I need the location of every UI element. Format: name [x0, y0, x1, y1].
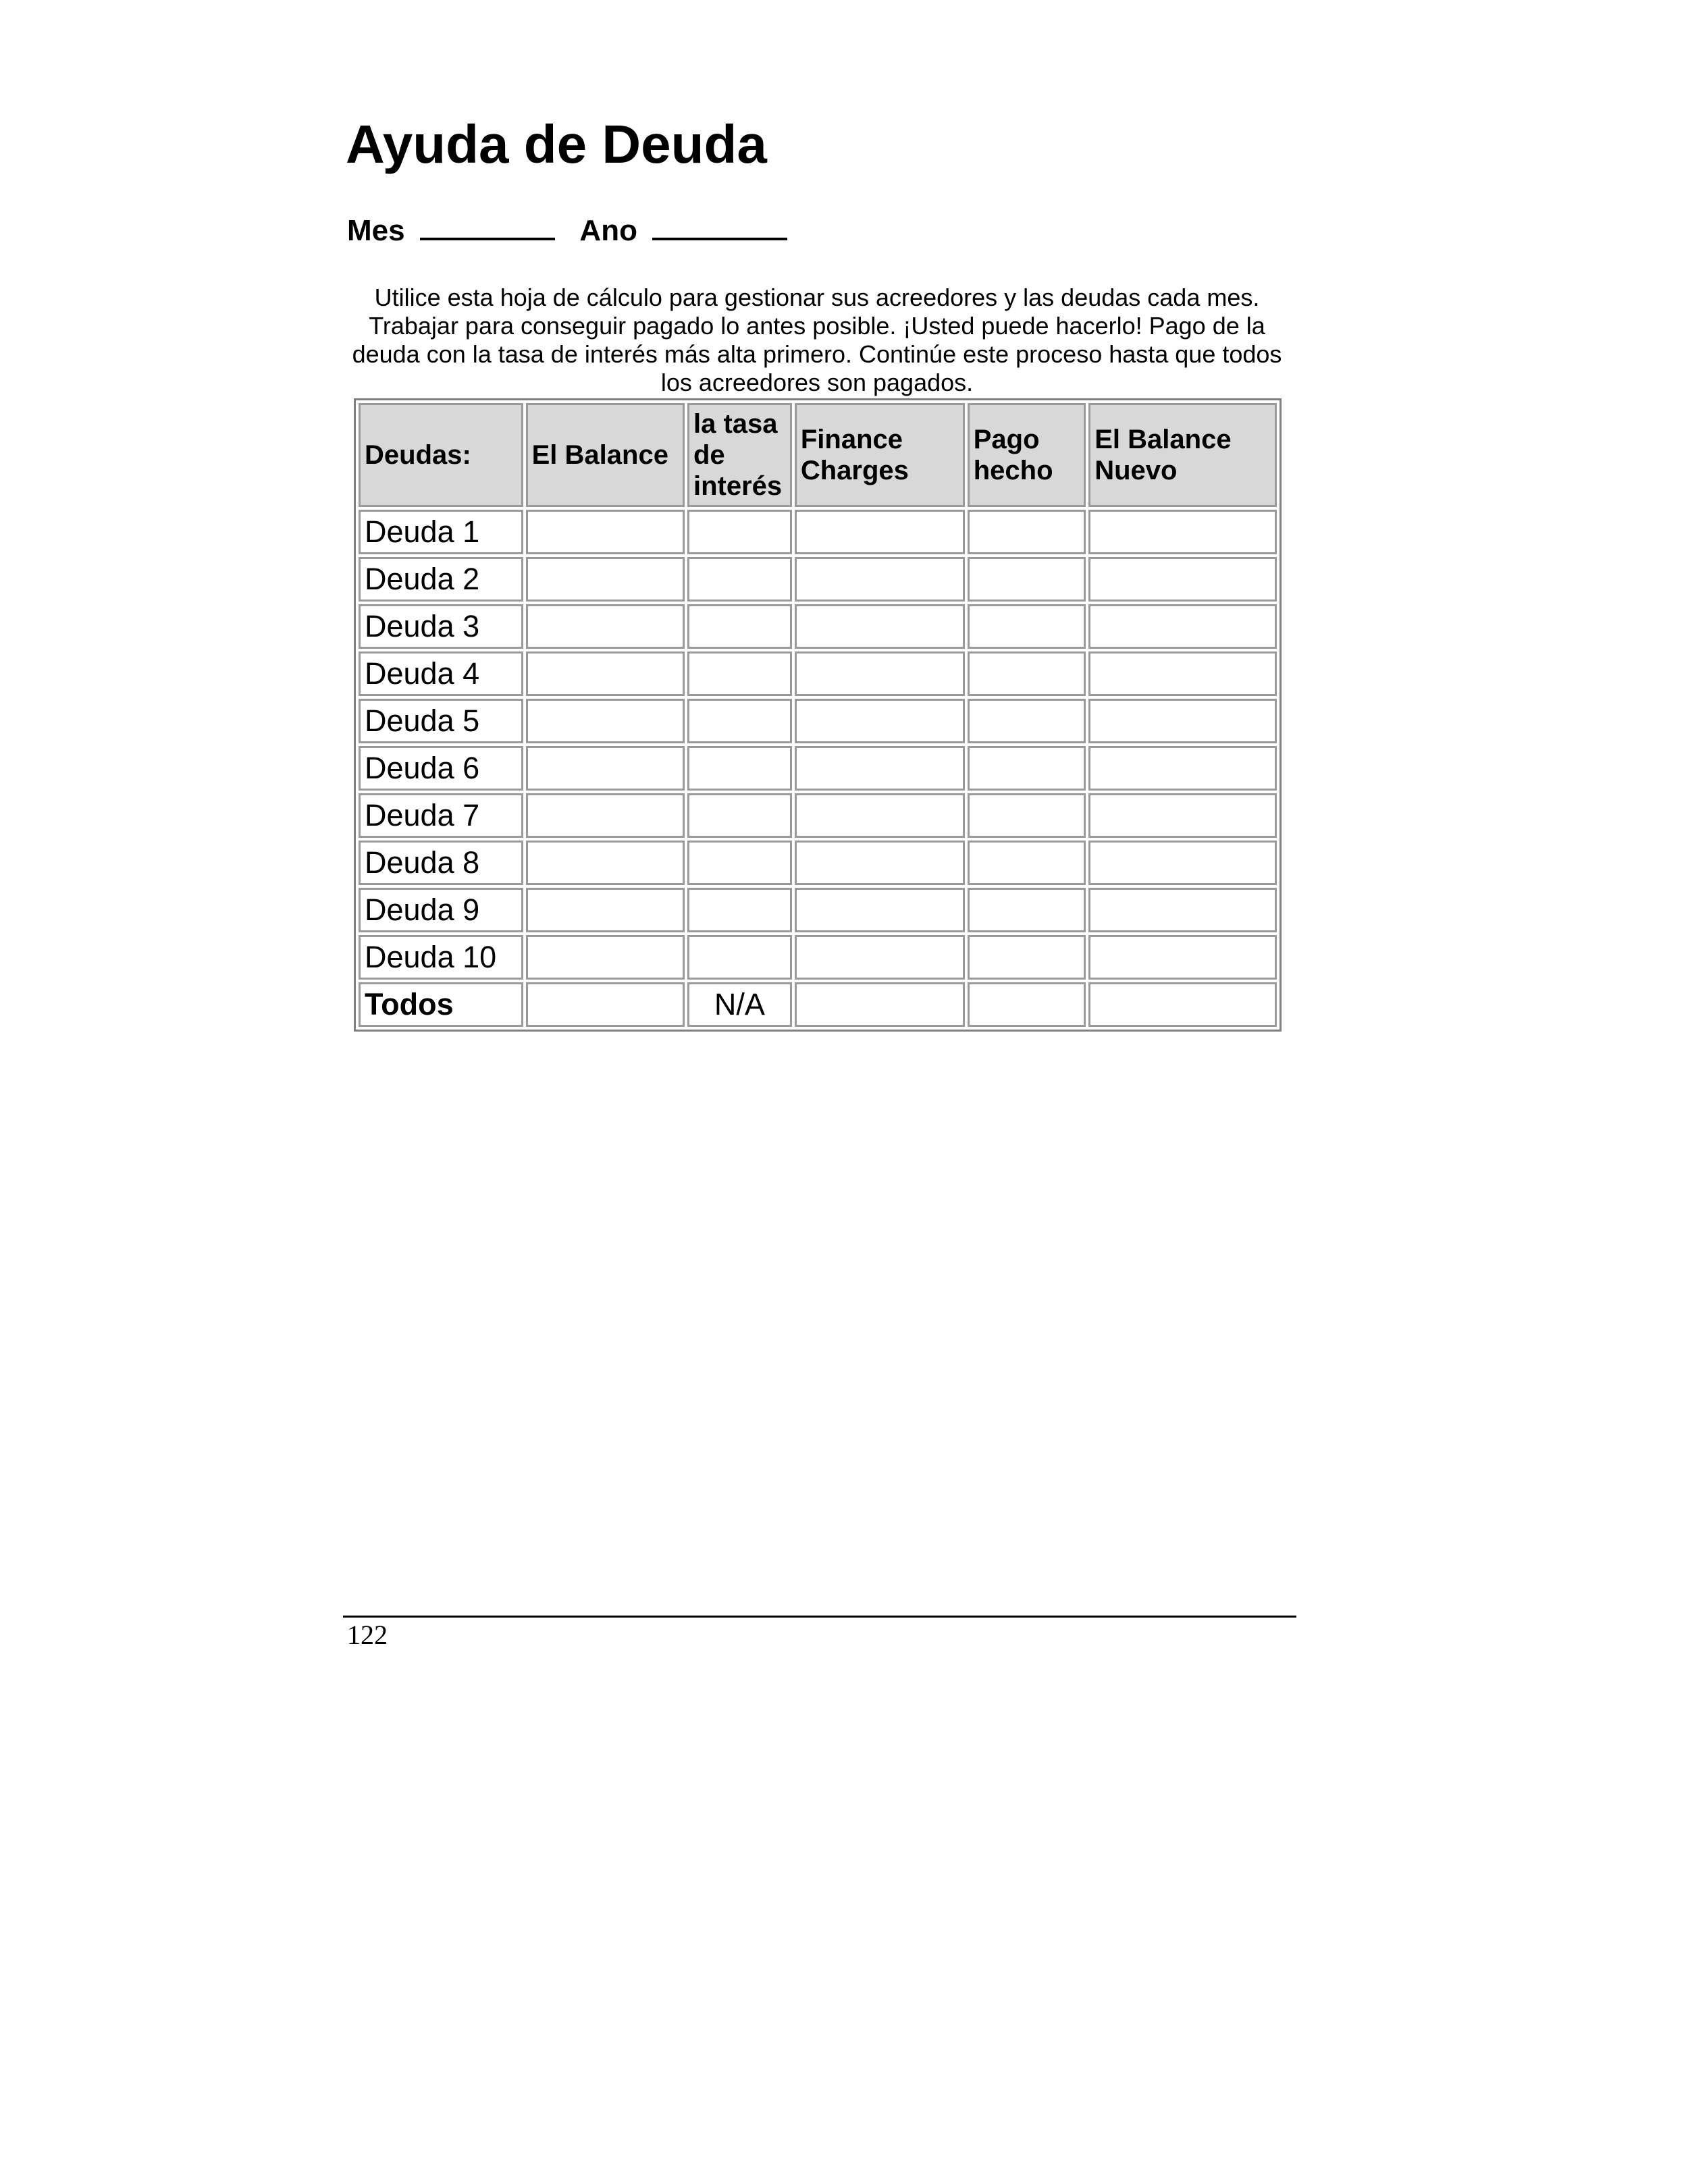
- header-interest-rate: la tasa de interés: [687, 403, 792, 507]
- payment-cell[interactable]: [968, 841, 1086, 885]
- balance-cell[interactable]: [526, 651, 685, 696]
- payment-cell[interactable]: [968, 699, 1086, 743]
- payment-cell[interactable]: [968, 888, 1086, 932]
- intro-text: Utilice esta hoja de cálculo para gestionar sus acreedores y las deudas cada mes. Trabajar para conseguir pagado lo antes posible. ¡Usted puede hacerlo! Pago de la deuda con la tasa de interés más alta primero. Continúe este proceso hasta que todos los acreedores son pagados.: [352, 284, 1282, 396]
- balance-cell[interactable]: [526, 982, 685, 1027]
- header-deudas: Deudas:: [359, 403, 523, 507]
- balance-cell[interactable]: [526, 888, 685, 932]
- payment-cell[interactable]: [968, 604, 1086, 649]
- table-row: [359, 746, 1277, 791]
- row-label: Deuda 9: [359, 888, 523, 932]
- rate-cell: N/A: [687, 982, 792, 1027]
- rate-cell[interactable]: [687, 935, 792, 980]
- header-row: [359, 403, 1277, 507]
- balance-cell[interactable]: [526, 510, 685, 554]
- new-balance-cell[interactable]: [1088, 651, 1277, 696]
- row-label: Deuda 10: [359, 935, 523, 980]
- finance-charges-cell[interactable]: [795, 935, 965, 980]
- page-title: Ayuda de Deuda: [346, 114, 767, 174]
- new-balance-cell[interactable]: [1088, 935, 1277, 980]
- new-balance-cell[interactable]: [1088, 699, 1277, 743]
- rate-cell[interactable]: [687, 793, 792, 838]
- header-new-balance: El Balance Nuevo: [1088, 403, 1277, 507]
- payment-cell[interactable]: [968, 935, 1086, 980]
- row-label: Deuda 4: [359, 651, 523, 696]
- rate-cell[interactable]: [687, 651, 792, 696]
- balance-cell[interactable]: [526, 935, 685, 980]
- rate-cell[interactable]: [687, 510, 792, 554]
- finance-charges-cell[interactable]: [795, 841, 965, 885]
- row-label: Deuda 7: [359, 793, 523, 838]
- new-balance-cell[interactable]: [1088, 604, 1277, 649]
- header-payment-made: Pago hecho: [968, 403, 1086, 507]
- row-label: Deuda 6: [359, 746, 523, 791]
- new-balance-cell[interactable]: [1088, 982, 1277, 1027]
- finance-charges-cell[interactable]: [795, 557, 965, 602]
- row-label: Deuda 5: [359, 699, 523, 743]
- rate-cell[interactable]: [687, 699, 792, 743]
- new-balance-cell[interactable]: [1088, 841, 1277, 885]
- balance-cell[interactable]: [526, 746, 685, 791]
- payment-cell[interactable]: [968, 557, 1086, 602]
- table-row: [359, 604, 1277, 649]
- row-label: Deuda 8: [359, 841, 523, 885]
- rate-cell[interactable]: [687, 557, 792, 602]
- new-balance-cell[interactable]: [1088, 746, 1277, 791]
- finance-charges-cell[interactable]: [795, 651, 965, 696]
- year-label: Ano: [579, 214, 637, 247]
- table-row: [359, 888, 1277, 932]
- total-row: [359, 982, 1277, 1027]
- payment-cell[interactable]: [968, 651, 1086, 696]
- finance-charges-cell[interactable]: [795, 888, 965, 932]
- header-finance-charges: Finance Charges: [795, 403, 965, 507]
- table-row: [359, 841, 1277, 885]
- table-row: [359, 793, 1277, 838]
- finance-charges-cell[interactable]: [795, 793, 965, 838]
- row-label: Deuda 2: [359, 557, 523, 602]
- finance-charges-cell[interactable]: [795, 604, 965, 649]
- rate-cell[interactable]: [687, 604, 792, 649]
- finance-charges-cell[interactable]: [795, 982, 965, 1027]
- new-balance-cell[interactable]: [1088, 557, 1277, 602]
- payment-cell[interactable]: [968, 510, 1086, 554]
- row-label: Deuda 3: [359, 604, 523, 649]
- table-row: [359, 699, 1277, 743]
- month-label: Mes: [347, 214, 405, 247]
- balance-cell[interactable]: [526, 793, 685, 838]
- table-row: [359, 651, 1277, 696]
- page-number: 122: [347, 1620, 388, 1650]
- rate-cell[interactable]: [687, 746, 792, 791]
- table-row: [359, 935, 1277, 980]
- header-balance: El Balance: [526, 403, 685, 507]
- row-label: Deuda 1: [359, 510, 523, 554]
- debt-worksheet-table: [354, 398, 1282, 1032]
- balance-cell[interactable]: [526, 557, 685, 602]
- payment-cell[interactable]: [968, 982, 1086, 1027]
- footer-divider: [343, 1616, 1296, 1618]
- finance-charges-cell[interactable]: [795, 699, 965, 743]
- month-blank[interactable]: [420, 211, 555, 240]
- balance-cell[interactable]: [526, 604, 685, 649]
- balance-cell[interactable]: [526, 841, 685, 885]
- payment-cell[interactable]: [968, 746, 1086, 791]
- table-row: [359, 557, 1277, 602]
- finance-charges-cell[interactable]: [795, 746, 965, 791]
- payment-cell[interactable]: [968, 793, 1086, 838]
- rate-cell[interactable]: [687, 841, 792, 885]
- new-balance-cell[interactable]: [1088, 793, 1277, 838]
- finance-charges-cell[interactable]: [795, 510, 965, 554]
- new-balance-cell[interactable]: [1088, 888, 1277, 932]
- month-year-line: [347, 211, 805, 248]
- table-row: [359, 510, 1277, 554]
- year-blank[interactable]: [652, 211, 787, 240]
- row-label: Todos: [359, 982, 523, 1027]
- rate-cell[interactable]: [687, 888, 792, 932]
- new-balance-cell[interactable]: [1088, 510, 1277, 554]
- balance-cell[interactable]: [526, 699, 685, 743]
